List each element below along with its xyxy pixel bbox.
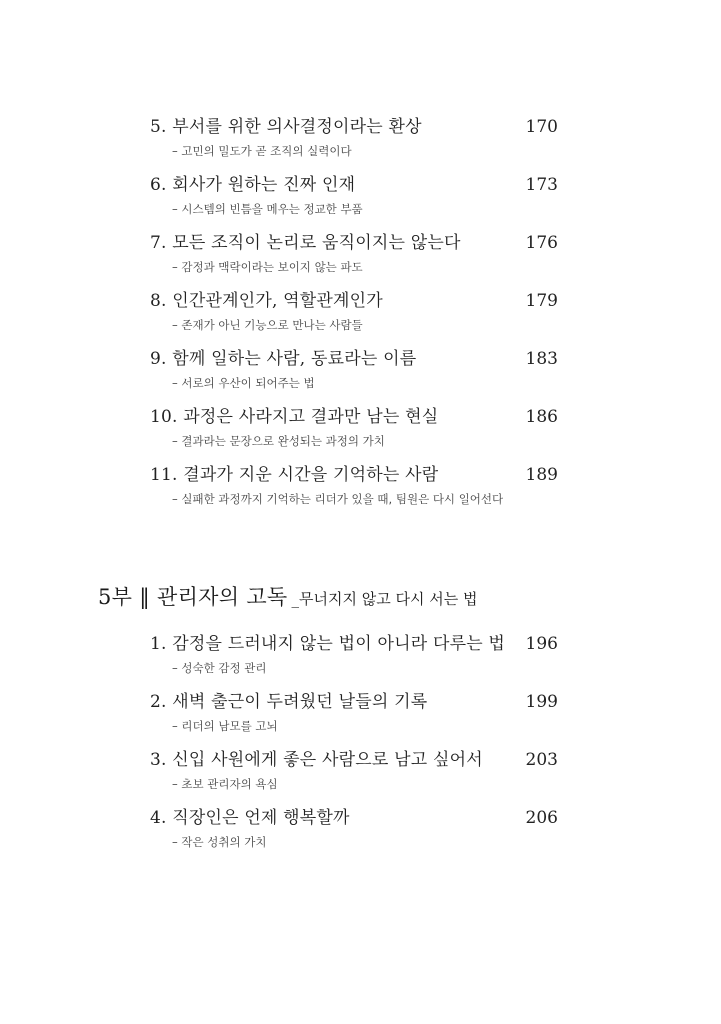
toc-entry-title: 6. 회사가 원하는 진짜 인재 bbox=[150, 175, 356, 195]
toc-entry bbox=[150, 632, 560, 690]
toc-entry-subtitle: – 서로의 우산이 되어주는 법 bbox=[172, 376, 315, 390]
toc-entry-title: 1. 감정을 드러내지 않는 법이 아니라 다루는 법 bbox=[150, 634, 506, 654]
toc-entry-page: 196 bbox=[525, 634, 558, 654]
toc-entry-page: 179 bbox=[525, 291, 558, 311]
toc-entry-page: 189 bbox=[525, 465, 558, 485]
toc-entry-subtitle: – 초보 관리자의 욕심 bbox=[172, 777, 278, 791]
part-subtitle: _무너지지 않고 다시 서는 법 bbox=[291, 590, 478, 608]
toc-entry bbox=[150, 405, 560, 463]
toc-entry-subtitle: – 감정과 맥락이라는 보이지 않는 파도 bbox=[172, 260, 363, 274]
toc-entry-title: 8. 인간관계인가, 역할관계인가 bbox=[150, 291, 383, 311]
toc-section-part5 bbox=[150, 632, 560, 864]
toc-entry bbox=[150, 289, 560, 347]
toc-entry-page: 186 bbox=[525, 407, 558, 427]
toc-entry-title: 7. 모든 조직이 논리로 움직이지는 않는다 bbox=[150, 233, 461, 253]
toc-entry-subtitle: – 리더의 남모를 고뇌 bbox=[172, 719, 278, 733]
toc-entry-page: 170 bbox=[525, 117, 558, 137]
toc-entry-title: 11. 결과가 지운 시간을 기억하는 사람 bbox=[150, 465, 439, 485]
toc-entry-subtitle: – 시스템의 빈틈을 메우는 정교한 부품 bbox=[172, 202, 363, 216]
toc-entry bbox=[150, 173, 560, 231]
toc-section-part4 bbox=[150, 115, 560, 521]
toc-entry bbox=[150, 463, 560, 521]
toc-entry-page: 203 bbox=[525, 750, 558, 770]
toc-entry-subtitle: – 고민의 밀도가 곧 조직의 실력이다 bbox=[172, 144, 352, 158]
toc-entry-subtitle: – 실패한 과정까지 기억하는 리더가 있을 때, 팀원은 다시 일어선다 bbox=[172, 492, 504, 506]
toc-entry-title: 4. 직장인은 언제 행복할까 bbox=[150, 808, 350, 828]
toc-entry bbox=[150, 115, 560, 173]
toc-entry-title: 9. 함께 일하는 사람, 동료라는 이름 bbox=[150, 349, 417, 369]
toc-entry-page: 173 bbox=[525, 175, 558, 195]
toc-entry-subtitle: – 작은 성취의 가치 bbox=[172, 835, 267, 849]
part-title: 5부 ‖ 관리자의 고독 bbox=[98, 585, 288, 609]
toc-entry-page: 199 bbox=[525, 692, 558, 712]
part-heading bbox=[98, 582, 477, 614]
toc-entry-page: 176 bbox=[525, 233, 558, 253]
toc-entry-title: 2. 새벽 출근이 두려웠던 날들의 기록 bbox=[150, 692, 428, 712]
toc-entry-page: 183 bbox=[525, 349, 558, 369]
toc-entry-title: 10. 과정은 사라지고 결과만 남는 현실 bbox=[150, 407, 439, 427]
toc-entry-page: 206 bbox=[525, 808, 558, 828]
toc-entry bbox=[150, 748, 560, 806]
toc-entry-subtitle: – 결과라는 문장으로 완성되는 과정의 가치 bbox=[172, 434, 385, 448]
toc-entry bbox=[150, 806, 560, 864]
toc-entry-title: 5. 부서를 위한 의사결정이라는 환상 bbox=[150, 117, 422, 137]
toc-entry bbox=[150, 231, 560, 289]
toc-entry bbox=[150, 690, 560, 748]
toc-entry bbox=[150, 347, 560, 405]
toc-entry-subtitle: – 존재가 아닌 기능으로 만나는 사람들 bbox=[172, 318, 363, 332]
toc-entry-title: 3. 신입 사원에게 좋은 사람으로 남고 싶어서 bbox=[150, 750, 483, 770]
toc-entry-subtitle: – 성숙한 감정 관리 bbox=[172, 661, 267, 675]
